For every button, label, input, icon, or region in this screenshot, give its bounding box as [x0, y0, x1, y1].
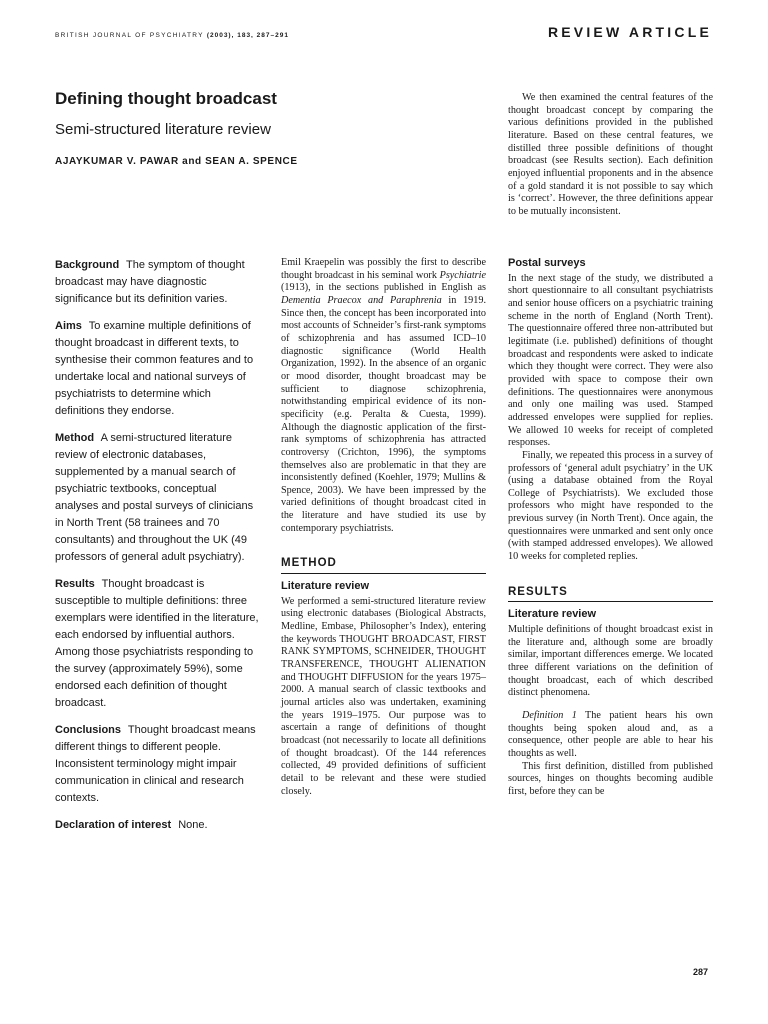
abstract-declaration [55, 817, 261, 834]
body-column-right-top [508, 92, 713, 219]
abstract-label: Aims [55, 320, 82, 332]
definition-discussion-paragraph: This first definition, distilled from published sources, hinges on thoughts becoming audible first, before they can be [508, 760, 713, 797]
article-title: Defining thought broadcast [55, 89, 277, 108]
abstract-text: A semi-structured literature review of electronic databases, supplemented by a manual search of psychiatric textbooks, conceptual analyses and postal surveys of clinicians in North Trent (58 trainees and 70 consultants) and throughout the UK (49 professors of general adult psychiatry). [55, 432, 254, 563]
abstract-method [55, 430, 261, 566]
abstract-text: The symptom of thought broadcast may have diagnostic significance but its definition varies. [55, 259, 245, 305]
abstract [55, 257, 261, 844]
abstract-text: Thought broadcast is susceptible to multiple definitions: three exemplars were identified in the literature, each endorsed by influential authors. Among those psychiatrists responding to the survey (approximately 59%), some endorsed each definition of thought broadcast. [55, 578, 259, 709]
postal-paragraph-2: Finally, we repeated this process in a survey of professors of ‘general adult psychiatry’ in the UK (using a database obtained from the Royal College of Psychiatrists). We excluded those professors who might have responded to the previous survey (in North Trent). Once again, the questionnaires were unmarked and sent only once (with stamped addressed envelopes). We allowed 10 weeks for completed replies. [508, 449, 713, 563]
abstract-background [55, 257, 261, 308]
results-paragraph: Multiple definitions of thought broadcast exist in the literature and, although some are broadly similar, important differences emerge. We located three different variations on the definition of thought broadcast, each of which described distinct phenomena. [508, 624, 713, 699]
results-heading: RESULTS [508, 586, 713, 603]
abstract-text: Thought broadcast means different things to different people. Inconsistent terminology might impair communication in clinical and research contexts. [55, 724, 256, 804]
abstract-text: None. [178, 819, 208, 831]
abstract-results [55, 576, 261, 712]
abstract-label: Results [55, 578, 95, 590]
article-authors: AJAYKUMAR V. PAWAR and SEAN A. SPENCE [55, 156, 298, 167]
running-head [55, 32, 289, 39]
abstract-conclusions [55, 722, 261, 807]
results-sub-heading: Literature review [508, 608, 597, 621]
abstract-label: Declaration of interest [55, 819, 172, 831]
postal-paragraph-1: In the next stage of the study, we distributed a short questionnaire to all consultant psychiatrists and senior house officers on a psychiatric training scheme in the north of England (North Trent). The questionnaire offered three non-attributed but legitimate (i.e. published) definitions of thought broadcast and respondents were asked to indicate which they thought were correct. They were also provided with space to compose their own definitions. The questionnaires were anonymous and only one mailing was used. Stamped addressed envelopes were supplied for replies. We allowed 10 weeks for receipt of completed responses. [508, 272, 713, 449]
journal-name: BRITISH JOURNAL OF PSYCHIATRY [55, 32, 204, 39]
lit-review-paragraph: We performed a semi-structured literature review using electronic databases (Biological Abstracts, Medline, Embase, Philosopher’s Index), entering the keywords THOUGHT BROADCAST, FIRST RANK SYMPTOMS, SCHNEIDER, THOUGHT TRANSFERENCE, THOUGHT ALIENATION and THOUGHT DIFFUSION for the years 1975–2000. A manual search of classic textbooks and journal articles also was undertaken, examining the years 1919–1975. Our purpose was to ascertain a range of definitions of thought broadcast (not necessarily to locate all definitions of thought broadcast). Of the 144 references collected, 49 provided definitions of sufficient detail to be relevant and these were studied closely. [281, 595, 486, 797]
definition-1-paragraph [508, 710, 713, 761]
page-number: 287 [693, 967, 709, 977]
journal-citation: (2003), 183, 287–291 [206, 32, 289, 39]
abstract-label: Conclusions [55, 724, 122, 736]
postal-surveys-heading: Postal surveys [508, 257, 586, 269]
article-subtitle: Semi-structured literature review [55, 121, 271, 138]
section-tag: REVIEW ARTICLE [547, 24, 712, 40]
abstract-label: Method [55, 432, 95, 444]
abstract-aims [55, 318, 261, 420]
abstract-label: Background [55, 259, 120, 271]
body-column-middle [281, 257, 486, 798]
abstract-text: To examine multiple definitions of thought broadcast in different texts, to synthesise their common features and to undertake local and national surveys of psychiatrists to determine which definitions they endorse. [55, 320, 254, 417]
central-features-paragraph: We then examined the central features of the thought broadcast concept by comparing the various definitions provided in the published literature. Based on these central features, we distilled three possible definitions of thought broadcast (see Results section). Each definition enjoyed influential proponents and in the absence of a gold standard it is not possible to say which is ‘correct’. However, the three definitions appear to be mutually inconsistent. [508, 92, 713, 217]
intro-paragraph: Emil Kraepelin was possibly the first to describe thought broadcast in his seminal work Psychiatrie (1913), in the sections published in English as Dementia Praecox and Paraphrenia in 1919. Since then, the concept has been incorporated into most accounts of Schneider’s first-rank symptoms of schizophrenia and has assumed ICD–10 diagnostic significance (World Health Organization, 1992). In the absence of an organic or mood disorder, thought broadcast may be sufficient to diagnose schizophrenia, notwithstanding empirical evidence of its non-specificity (e.g. Peralta & Cuesta, 1999). Although the diagnostic application of the first-rank symptoms of schizophrenia has attracted controversy (Crichton, 1996), the symptoms themselves also are problematic in that they are inconsistently defined (Koehler, 1979; Mullins & Spence, 2003). We have been impressed by the varied definitions of thought broadcast cited in the literature and have studied its use by contemporary psychiatrists. [281, 257, 486, 534]
definition-label: Definition 1 [522, 710, 577, 721]
method-heading: METHOD [281, 557, 486, 574]
lit-review-heading: Literature review [281, 580, 370, 593]
body-column-right [508, 257, 713, 799]
definition-text: The patient hears his own thoughts being spoken aloud and, as a consequence, other people are able to hear his thoughts as well. [508, 710, 713, 759]
